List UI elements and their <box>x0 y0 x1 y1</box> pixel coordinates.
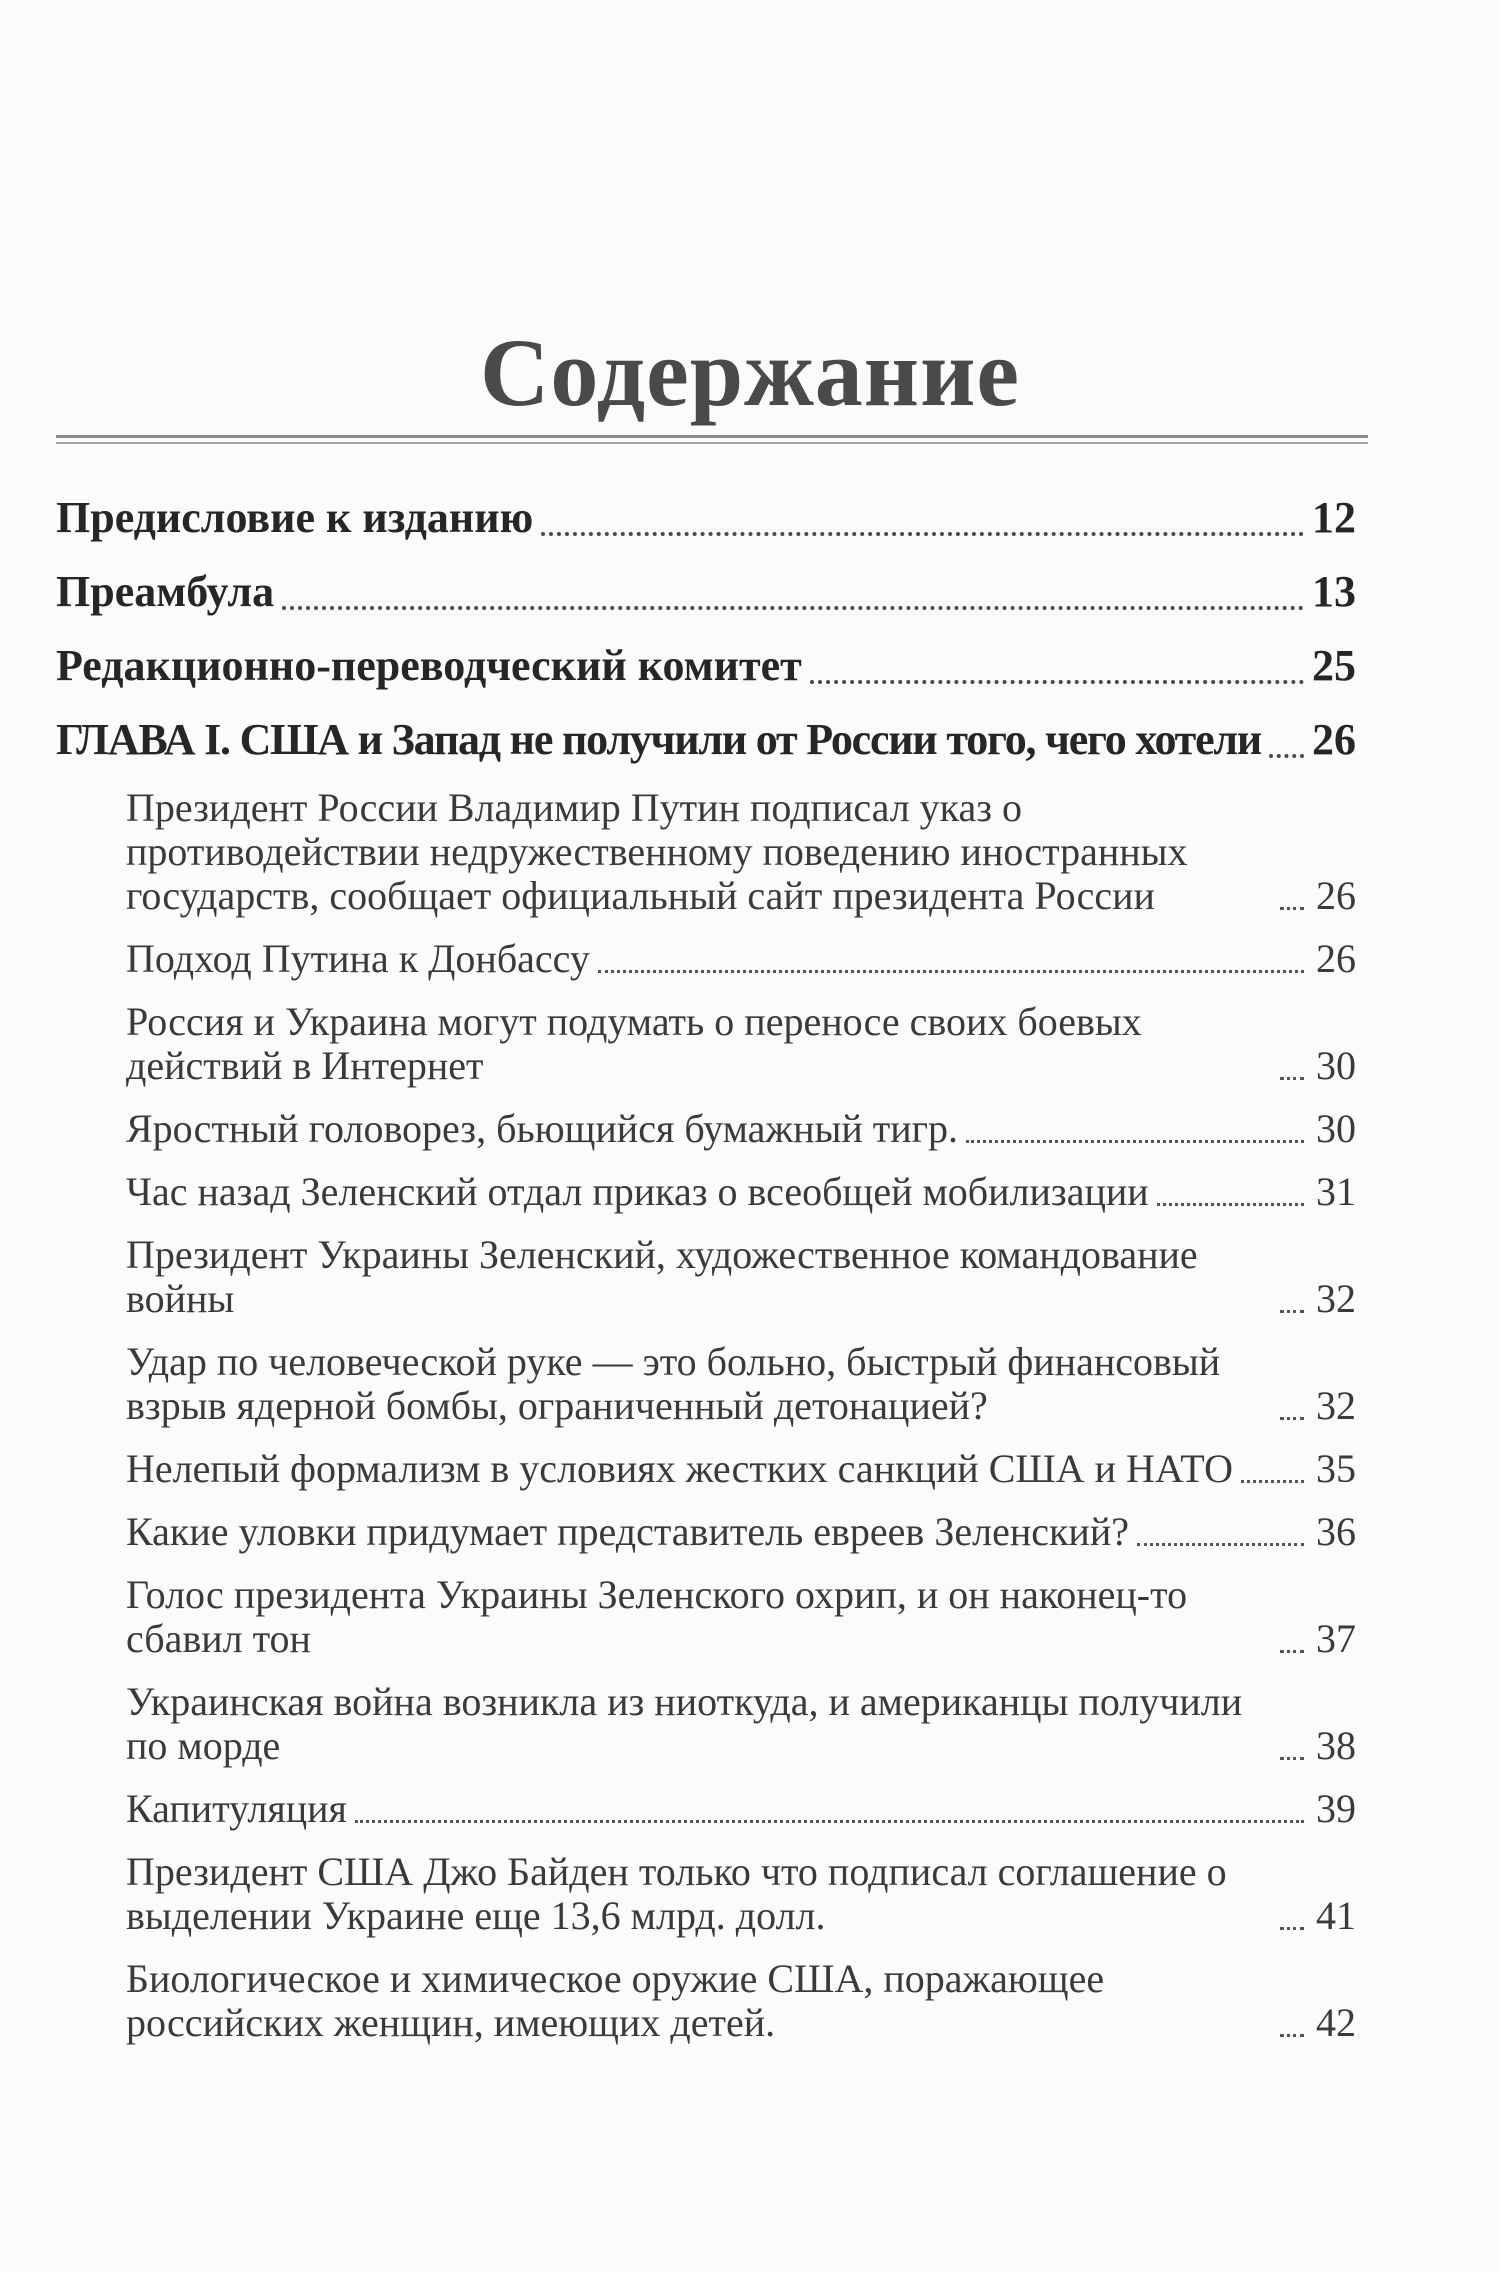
toc-entry-title: Час назад Зеленский отдал приказ о всеобщей мобилизации <box>126 1169 1149 1214</box>
toc-subentry[interactable] <box>126 1680 1356 1768</box>
toc-entry[interactable] <box>56 490 1356 546</box>
toc-entry-page: 26 <box>1316 873 1356 918</box>
toc-entry-page: 30 <box>1316 1106 1356 1151</box>
toc-subentry[interactable] <box>126 1957 1356 2045</box>
toc-entry-title: Биологическое и химическое оружие США, поражающее российских женщин, имеющих детей. <box>126 1956 1105 2045</box>
toc-leader-dots <box>1280 1757 1304 1760</box>
toc-entry-title: Президент Украины Зеленский, художественное командование войны <box>126 1232 1198 1321</box>
toc-subentry[interactable] <box>126 1000 1356 1088</box>
toc-entry-page: 26 <box>1316 936 1356 981</box>
toc-leader-dots <box>1241 1480 1304 1483</box>
toc-entry-page: 41 <box>1316 1893 1356 1938</box>
toc-leader-dots <box>541 532 1304 536</box>
toc-entry-title: Яростный головорез, бьющийся бумажный тигр. <box>126 1106 959 1151</box>
toc-subentry[interactable] <box>126 1233 1356 1321</box>
toc-entry-title: Нелепый формализм в условиях жестких санкций США и НАТО <box>126 1446 1234 1491</box>
toc-subentry[interactable] <box>126 786 1356 918</box>
toc-entry-title: Удар по человеческой руке — это больно, быстрый финансовый взрыв ядерной бомбы, ограниченный детонацией? <box>126 1339 1221 1428</box>
toc-entry-title: Предисловие к изданию <box>56 493 534 542</box>
toc-entry-page: 38 <box>1316 1723 1356 1768</box>
toc-entry-page: 37 <box>1316 1616 1356 1661</box>
toc-leader-dots <box>1280 1310 1304 1313</box>
toc-entry-page: 31 <box>1316 1169 1356 1214</box>
toc-leader-dots <box>1269 754 1304 758</box>
toc-entry-title: Президент России Владимир Путин подписал указ о противодействии недружественному поведению иностранных государств, сообщает официальный сайт президента России <box>126 785 1188 918</box>
toc-entry-title: Какие уловки придумает представитель евреев Зеленский? <box>126 1509 1129 1554</box>
toc-entry-page: 30 <box>1316 1043 1356 1088</box>
table-of-contents <box>56 490 1356 2064</box>
toc-subentry[interactable] <box>126 1340 1356 1428</box>
toc-entry-page: 39 <box>1316 1786 1356 1831</box>
toc-leader-dots <box>1280 907 1304 910</box>
toc-entry[interactable] <box>56 638 1356 694</box>
page-title: Содержание <box>480 319 1020 426</box>
toc-leader-dots <box>355 1820 1304 1823</box>
title-rule-bottom <box>56 442 1368 444</box>
toc-subentry[interactable] <box>126 1850 1356 1938</box>
toc-entry-page: 25 <box>1312 641 1356 690</box>
toc-leader-dots <box>1280 1417 1304 1420</box>
toc-leader-dots <box>1280 1650 1304 1653</box>
toc-leader-dots <box>598 970 1304 973</box>
toc-entry-title: Подход Путина к Донбассу <box>126 936 590 981</box>
toc-leader-dots <box>1280 1077 1304 1080</box>
toc-entry-title: Редакционно-переводческий комитет <box>56 641 802 690</box>
toc-entry-title: Россия и Украина могут подумать о переносе своих боевых действий в Интернет <box>126 999 1142 1088</box>
toc-entry-page: 32 <box>1316 1383 1356 1428</box>
toc-leader-dots <box>966 1140 1304 1143</box>
toc-entry[interactable] <box>56 564 1356 620</box>
toc-subentry[interactable] <box>126 1170 1356 1214</box>
toc-leader-dots <box>282 606 1304 610</box>
toc-entry-title: ГЛАВА I. США и Запад не получили от России того, чего хотели <box>56 715 1262 764</box>
toc-subentry[interactable] <box>126 1107 1356 1151</box>
toc-entry-title: Президент США Джо Байден только что подписал соглашение о выделении Украине еще 13,6 млрд. долл. <box>126 1849 1227 1938</box>
toc-entry-page: 32 <box>1316 1276 1356 1321</box>
toc-entry-title: Капитуляция <box>126 1786 347 1831</box>
toc-subentry[interactable] <box>126 937 1356 981</box>
toc-subentry[interactable] <box>126 1510 1356 1554</box>
toc-leader-dots <box>810 680 1304 684</box>
toc-subentry[interactable] <box>126 1573 1356 1661</box>
toc-chapter-heading[interactable] <box>56 712 1356 768</box>
toc-entry-title: Голос президента Украины Зеленского охрип, и он наконец-то сбавил тон <box>126 1572 1188 1661</box>
toc-entry-page: 36 <box>1316 1509 1356 1554</box>
toc-entry-page: 26 <box>1312 715 1356 764</box>
toc-leader-dots <box>1157 1203 1304 1206</box>
toc-subentry[interactable] <box>126 1787 1356 1831</box>
toc-entry-page: 42 <box>1316 2000 1356 2045</box>
toc-entry-page: 35 <box>1316 1446 1356 1491</box>
toc-entry-page: 13 <box>1312 567 1356 616</box>
toc-leader-dots <box>1280 2034 1304 2037</box>
toc-entry-page: 12 <box>1312 493 1356 542</box>
toc-leader-dots <box>1137 1543 1304 1546</box>
toc-entry-title: Преамбула <box>56 567 275 616</box>
title-rule-top <box>56 435 1368 438</box>
toc-subentry[interactable] <box>126 1447 1356 1491</box>
toc-entry-title: Украинская война возникла из ниоткуда, и американцы получили по морде <box>126 1679 1243 1768</box>
toc-leader-dots <box>1280 1927 1304 1930</box>
